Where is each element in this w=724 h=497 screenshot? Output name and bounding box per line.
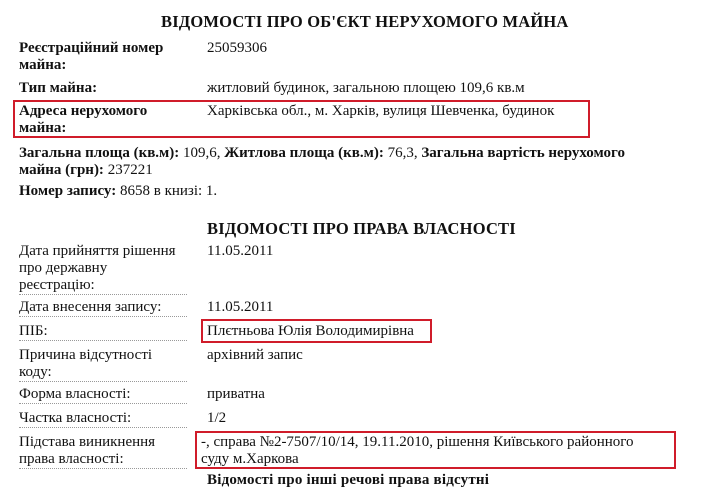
ownership-basis-value-line2: суду м.Харкова — [201, 451, 299, 467]
total-cost-value: 237221 — [103, 162, 153, 178]
record-row — [19, 183, 217, 200]
living-area-value: 76,3, — [383, 145, 418, 161]
total-area-label: Загальна площа (кв.м): — [19, 145, 180, 161]
ownership-share-label: Частка власності: — [19, 410, 187, 428]
missing-code-label-line1: Причина відсутності — [19, 347, 153, 363]
reg-number-label-line1: Реєстраційний номер — [19, 40, 164, 56]
area-row — [19, 145, 709, 162]
total-area-value: 109,6, — [179, 145, 221, 161]
entry-date-value: 11.05.2011 — [207, 299, 274, 315]
other-rights-note: Відомості про інші речові права відсутні — [207, 472, 490, 488]
cost-row — [19, 162, 153, 179]
entry-date-label: Дата внесення запису: — [19, 299, 187, 317]
full-name-label: ПІБ: — [19, 323, 187, 341]
missing-code-value: архівний запис — [207, 347, 303, 363]
full-name-value: Плєтньова Юлія Володимирівна — [207, 323, 414, 339]
missing-code-label-line2: коду: — [19, 364, 187, 382]
total-cost-label-line2: майна (грн): — [19, 162, 104, 178]
reg-number-label-line2: майна: — [19, 57, 67, 73]
ownership-basis-label-line1: Підстава виникнення — [19, 434, 156, 450]
ownership-form-label: Форма власності: — [19, 386, 187, 404]
address-value: Харківська обл., м. Харків, вулиця Шевченка, будинок — [207, 103, 555, 119]
decision-date-label-line3: реєстрацію: — [19, 277, 187, 295]
ownership-basis-value-line1: -, справа №2-7507/10/14, 19.11.2010, рішення Київського районного — [201, 434, 634, 450]
record-number-value: 8658 в книзі: 1. — [116, 183, 218, 199]
reg-number-value: 25059306 — [207, 40, 267, 56]
record-number-label: Номер запису: — [19, 183, 117, 199]
living-area-label: Житлова площа (кв.м): — [224, 145, 384, 161]
address-label-line2: майна: — [19, 120, 67, 136]
property-type-value: житловий будинок, загальною площею 109,6 кв.м — [207, 80, 525, 96]
property-type-label: Тип майна: — [19, 80, 98, 96]
total-cost-label-line1: Загальна вартість нерухомого — [421, 145, 625, 161]
section-title-ownership: ВІДОМОСТІ ПРО ПРАВА ВЛАСНОСТІ — [207, 219, 516, 238]
section-title-object: ВІДОМОСТІ ПРО ОБ'ЄКТ НЕРУХОМОГО МАЙНА — [161, 12, 569, 31]
decision-date-value: 11.05.2011 — [207, 243, 274, 259]
ownership-form-value: приватна — [207, 386, 265, 402]
ownership-basis-label-line2: права власності: — [19, 451, 187, 469]
decision-date-label-line1: Дата прийняття рішення — [19, 243, 176, 259]
ownership-share-value: 1/2 — [207, 410, 227, 426]
decision-date-label-line2: про державну — [19, 260, 108, 276]
address-label-line1: Адреса нерухомого — [19, 103, 148, 119]
